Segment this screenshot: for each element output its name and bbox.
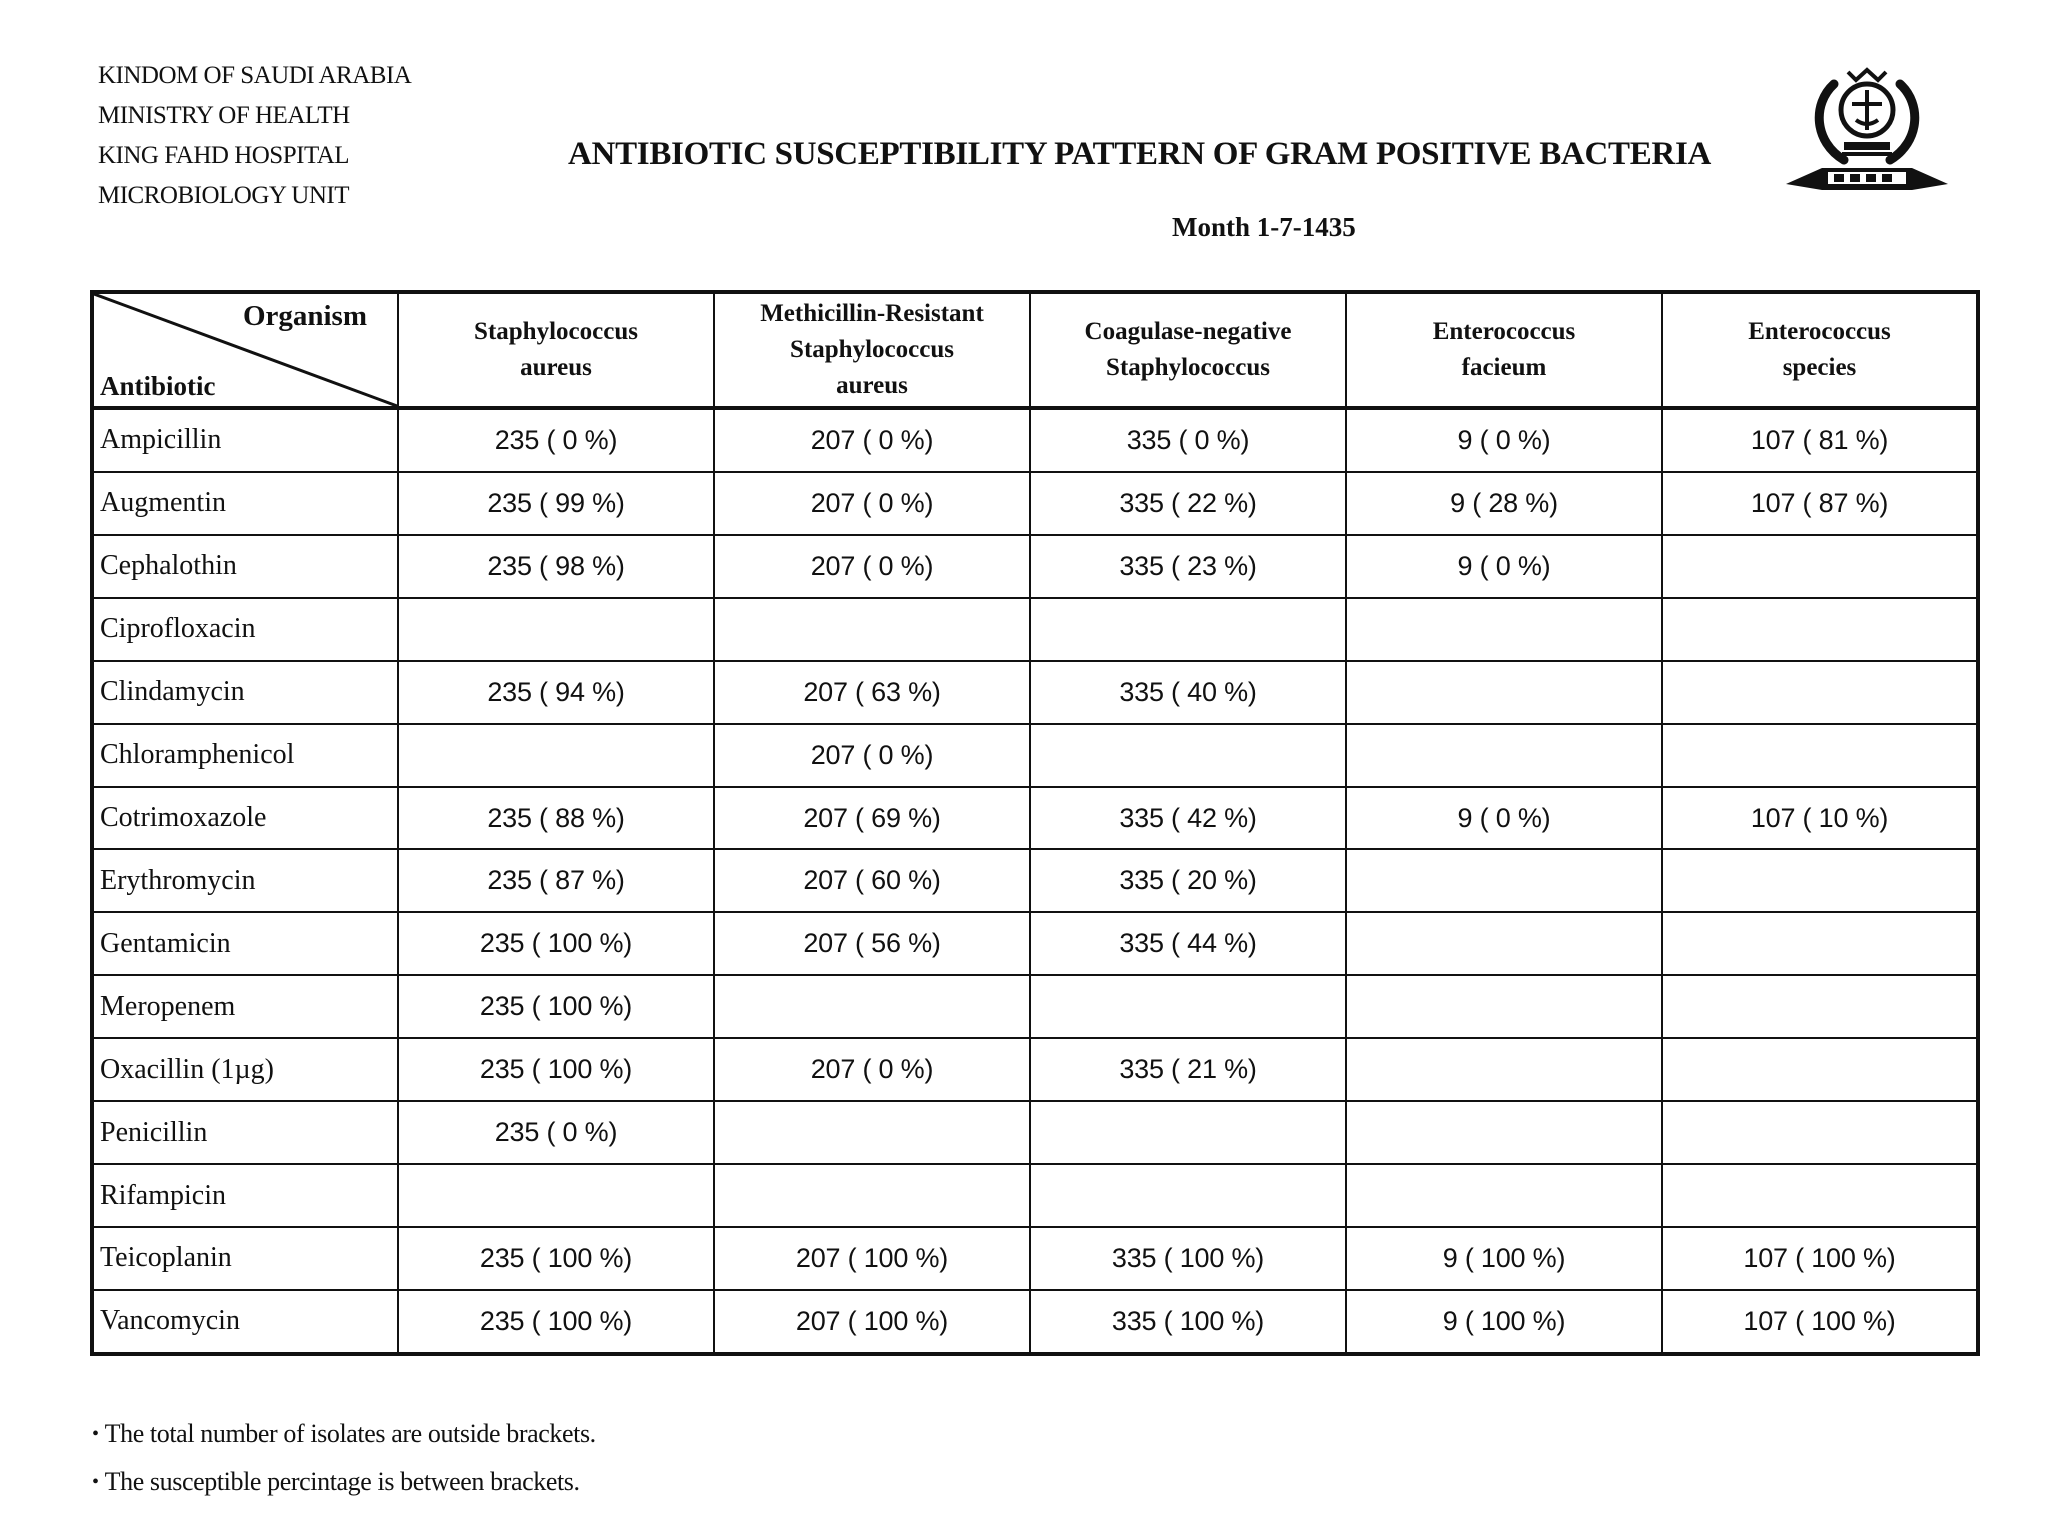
susceptibility-value-cell: 235 ( 0 %) xyxy=(398,1101,714,1164)
susceptibility-value-cell xyxy=(1662,724,1978,787)
antibiotic-name-cell: Augmentin xyxy=(92,472,398,535)
footnotes xyxy=(92,1410,596,1506)
antibiotic-name-cell: Ampicillin xyxy=(92,408,398,472)
susceptibility-value-cell xyxy=(398,1164,714,1227)
susceptibility-value-cell xyxy=(1346,849,1662,912)
organism-header-staph-aureus: Staphylococcus aureus xyxy=(398,292,714,408)
susceptibility-value-cell xyxy=(714,1101,1030,1164)
susceptibility-value-cell: 207 ( 0 %) xyxy=(714,1038,1030,1101)
antibiotic-name-cell: Ciprofloxacin xyxy=(92,598,398,661)
susceptibility-value-cell xyxy=(1030,1164,1346,1227)
antibiotic-name-cell: Cephalothin xyxy=(92,535,398,598)
susceptibility-value-cell xyxy=(1346,1038,1662,1101)
table-row xyxy=(92,975,1978,1038)
susceptibility-value-cell: 107 ( 100 %) xyxy=(1662,1290,1978,1354)
susceptibility-value-cell xyxy=(398,598,714,661)
susceptibility-value-cell: 335 ( 100 %) xyxy=(1030,1290,1346,1354)
susceptibility-value-cell xyxy=(1346,661,1662,724)
susceptibility-value-cell: 9 ( 0 %) xyxy=(1346,535,1662,598)
susceptibility-value-cell xyxy=(714,975,1030,1038)
table-row xyxy=(92,535,1978,598)
table-row xyxy=(92,408,1978,472)
susceptibility-value-cell: 207 ( 100 %) xyxy=(714,1227,1030,1290)
susceptibility-value-cell xyxy=(1030,1101,1346,1164)
organism-header-mrsa: Methicillin-Resistant Staphylococcus aureus xyxy=(714,292,1030,408)
susceptibility-table xyxy=(90,290,1980,1356)
table-row xyxy=(92,1290,1978,1354)
susceptibility-value-cell xyxy=(398,724,714,787)
susceptibility-value-cell: 207 ( 0 %) xyxy=(714,535,1030,598)
table-row xyxy=(92,787,1978,850)
org-line-hospital: KING FAHD HOSPITAL xyxy=(98,142,350,169)
susceptibility-value-cell xyxy=(714,598,1030,661)
susceptibility-value-cell: 235 ( 100 %) xyxy=(398,1038,714,1101)
antibiotic-name-cell: Penicillin xyxy=(92,1101,398,1164)
report-month: Month 1-7-1435 xyxy=(1172,212,1356,242)
table-row xyxy=(92,472,1978,535)
susceptibility-value-cell xyxy=(1662,975,1978,1038)
organism-header-coag-neg-staph: Coagulase-negative Staphylococcus xyxy=(1030,292,1346,408)
susceptibility-value-cell: 207 ( 56 %) xyxy=(714,912,1030,975)
table-row xyxy=(92,849,1978,912)
susceptibility-value-cell: 235 ( 100 %) xyxy=(398,1290,714,1354)
footnote-isolates: • The total number of isolates are outside brackets. xyxy=(92,1419,596,1448)
susceptibility-value-cell xyxy=(1662,1164,1978,1227)
table-row xyxy=(92,912,1978,975)
antibiotic-name-cell: Cotrimoxazole xyxy=(92,787,398,850)
susceptibility-value-cell: 235 ( 100 %) xyxy=(398,912,714,975)
susceptibility-value-cell: 235 ( 98 %) xyxy=(398,535,714,598)
susceptibility-value-cell xyxy=(1662,912,1978,975)
antibiotic-name-cell: Rifampicin xyxy=(92,1164,398,1227)
susceptibility-value-cell: 235 ( 0 %) xyxy=(398,408,714,472)
susceptibility-value-cell xyxy=(1662,1101,1978,1164)
issuing-organization xyxy=(98,56,411,216)
susceptibility-value-cell: 235 ( 87 %) xyxy=(398,849,714,912)
antibiotic-name-cell: Chloramphenicol xyxy=(92,724,398,787)
antibiotic-name-cell: Vancomycin xyxy=(92,1290,398,1354)
susceptibility-value-cell: 107 ( 10 %) xyxy=(1662,787,1978,850)
susceptibility-value-cell xyxy=(1662,598,1978,661)
antibiotic-name-cell: Meropenem xyxy=(92,975,398,1038)
table-row xyxy=(92,724,1978,787)
susceptibility-value-cell: 107 ( 81 %) xyxy=(1662,408,1978,472)
organism-header-enterococcus-species: Enterococcus species xyxy=(1662,292,1978,408)
susceptibility-value-cell: 207 ( 63 %) xyxy=(714,661,1030,724)
susceptibility-value-cell: 9 ( 100 %) xyxy=(1346,1290,1662,1354)
susceptibility-value-cell: 207 ( 0 %) xyxy=(714,472,1030,535)
table-row xyxy=(92,1038,1978,1101)
susceptibility-value-cell xyxy=(1346,724,1662,787)
susceptibility-value-cell xyxy=(714,1164,1030,1227)
corner-label-antibiotic: Antibiotic xyxy=(100,371,216,401)
antibiotic-name-cell: Clindamycin xyxy=(92,661,398,724)
susceptibility-value-cell: 9 ( 100 %) xyxy=(1346,1227,1662,1290)
susceptibility-value-cell: 335 ( 23 %) xyxy=(1030,535,1346,598)
org-line-ministry: MINISTRY OF HEALTH xyxy=(98,102,350,129)
susceptibility-value-cell: 335 ( 22 %) xyxy=(1030,472,1346,535)
susceptibility-value-cell: 335 ( 21 %) xyxy=(1030,1038,1346,1101)
bullet-icon: • xyxy=(92,1423,99,1445)
susceptibility-value-cell: 9 ( 28 %) xyxy=(1346,472,1662,535)
susceptibility-value-cell xyxy=(1030,724,1346,787)
susceptibility-value-cell xyxy=(1346,1164,1662,1227)
saudi-emblem-icon xyxy=(1782,64,1952,194)
susceptibility-value-cell xyxy=(1030,975,1346,1038)
susceptibility-value-cell: 335 ( 0 %) xyxy=(1030,408,1346,472)
susceptibility-value-cell xyxy=(1346,598,1662,661)
org-line-country: KINDOM OF SAUDI ARABIA xyxy=(98,62,412,89)
susceptibility-value-cell: 207 ( 69 %) xyxy=(714,787,1030,850)
susceptibility-value-cell: 235 ( 100 %) xyxy=(398,975,714,1038)
org-line-unit: MICROBIOLOGY UNIT xyxy=(98,182,349,209)
organism-header-enterococcus-facieum: Enterococcus facieum xyxy=(1346,292,1662,408)
susceptibility-value-cell: 335 ( 40 %) xyxy=(1030,661,1346,724)
corner-header-cell xyxy=(92,292,398,408)
susceptibility-value-cell: 9 ( 0 %) xyxy=(1346,787,1662,850)
corner-label-organism: Organism xyxy=(242,300,367,332)
susceptibility-value-cell: 335 ( 100 %) xyxy=(1030,1227,1346,1290)
susceptibility-value-cell: 207 ( 60 %) xyxy=(714,849,1030,912)
table-row xyxy=(92,598,1978,661)
antibiotic-name-cell: Teicoplanin xyxy=(92,1227,398,1290)
susceptibility-value-cell xyxy=(1346,1101,1662,1164)
susceptibility-value-cell xyxy=(1346,912,1662,975)
antibiotic-name-cell: Oxacillin (1µg) xyxy=(92,1038,398,1101)
susceptibility-value-cell: 335 ( 44 %) xyxy=(1030,912,1346,975)
table-header-row xyxy=(92,292,1978,408)
susceptibility-value-cell: 107 ( 87 %) xyxy=(1662,472,1978,535)
antibiotic-name-cell: Erythromycin xyxy=(92,849,398,912)
susceptibility-value-cell: 335 ( 20 %) xyxy=(1030,849,1346,912)
bullet-icon: • xyxy=(92,1471,99,1493)
susceptibility-value-cell: 9 ( 0 %) xyxy=(1346,408,1662,472)
susceptibility-value-cell: 207 ( 0 %) xyxy=(714,724,1030,787)
susceptibility-value-cell xyxy=(1346,975,1662,1038)
footnote-percentage: • The susceptible percintage is between brackets. xyxy=(92,1467,580,1496)
table-row xyxy=(92,1101,1978,1164)
susceptibility-value-cell: 207 ( 100 %) xyxy=(714,1290,1030,1354)
susceptibility-value-cell: 207 ( 0 %) xyxy=(714,408,1030,472)
table-row xyxy=(92,661,1978,724)
susceptibility-value-cell: 235 ( 88 %) xyxy=(398,787,714,850)
susceptibility-value-cell xyxy=(1030,598,1346,661)
susceptibility-value-cell xyxy=(1662,661,1978,724)
susceptibility-value-cell xyxy=(1662,1038,1978,1101)
susceptibility-value-cell: 335 ( 42 %) xyxy=(1030,787,1346,850)
susceptibility-value-cell xyxy=(1662,535,1978,598)
susceptibility-value-cell xyxy=(1662,849,1978,912)
susceptibility-value-cell: 235 ( 94 %) xyxy=(398,661,714,724)
susceptibility-value-cell: 235 ( 99 %) xyxy=(398,472,714,535)
susceptibility-value-cell: 235 ( 100 %) xyxy=(398,1227,714,1290)
table-row xyxy=(92,1227,1978,1290)
antibiotic-name-cell: Gentamicin xyxy=(92,912,398,975)
document-title: ANTIBIOTIC SUSCEPTIBILITY PATTERN OF GRAM POSITIVE BACTERIA xyxy=(568,136,1712,172)
susceptibility-value-cell: 107 ( 100 %) xyxy=(1662,1227,1978,1290)
table-row xyxy=(92,1164,1978,1227)
